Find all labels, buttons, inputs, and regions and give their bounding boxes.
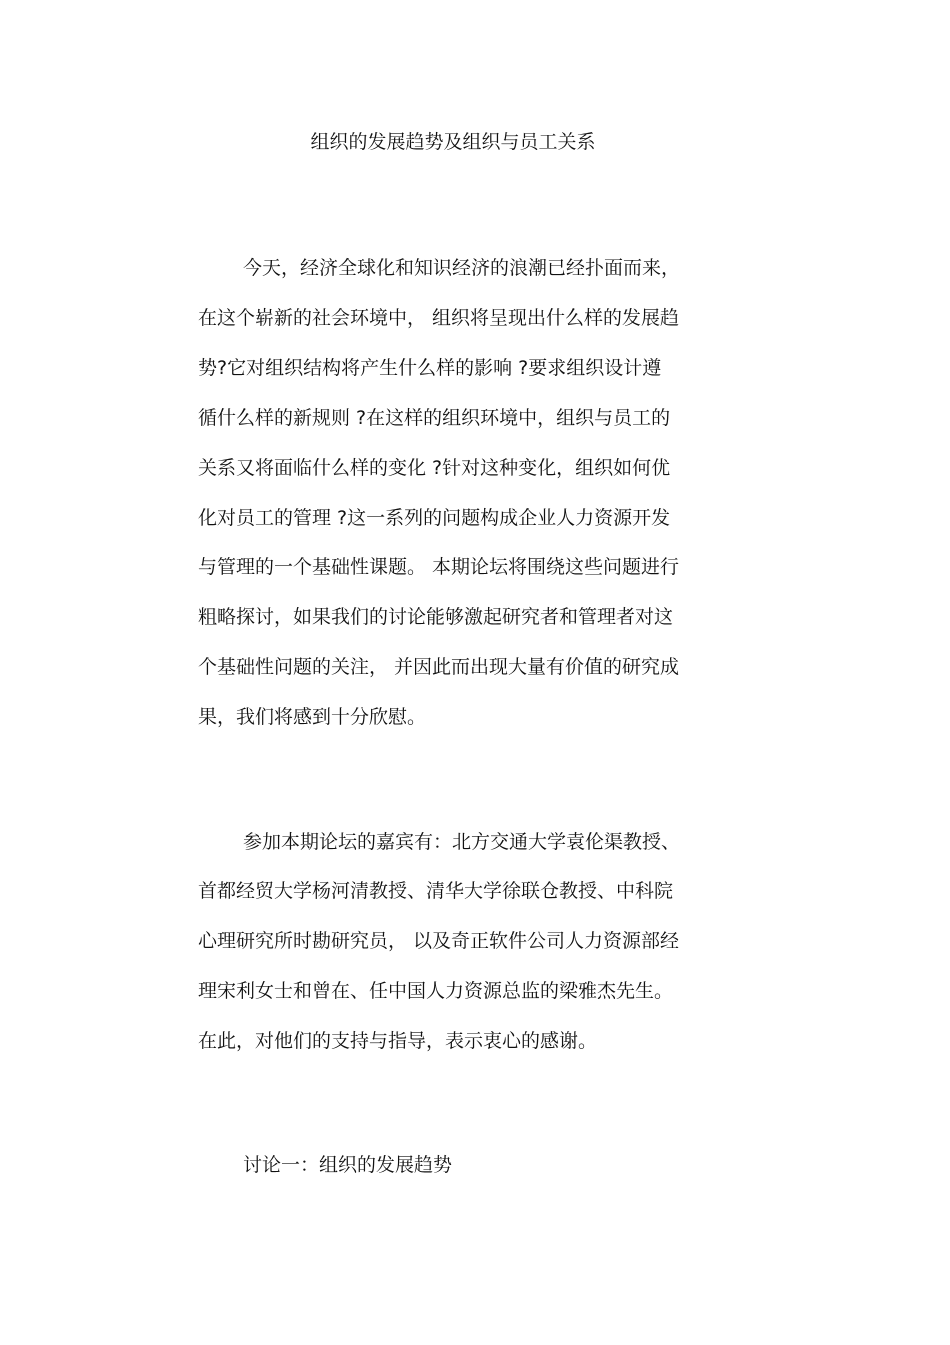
- paragraph-2-line-3: 心理研究所时勘研究员， 以及奇正软件公司人力资源部经: [198, 930, 680, 952]
- paragraph-2-line-4: 理宋利女士和曾在、任中国人力资源总监的梁雅杰先生。: [198, 980, 674, 1002]
- paragraph-1-line-6: 化对员工的管理 ?这一系列的问题构成企业人力资源开发: [198, 507, 671, 529]
- paragraph-1-line-9: 个基础性问题的关注， 并因此而出现大量有价值的研究成: [198, 656, 680, 678]
- document-title: 组织的发展趋势及组织与员工关系: [310, 131, 596, 153]
- section-heading: 讨论一：组织的发展趋势: [243, 1154, 453, 1176]
- paragraph-1-line-3: 势?它对组织结构将产生什么样的影响 ?要求组织设计遵: [198, 357, 662, 379]
- paragraph-1-line-10: 果，我们将感到十分欣慰。: [198, 706, 427, 728]
- paragraph-2-line-1: 参加本期论坛的嘉宾有：北方交通大学袁伦渠教授、: [243, 831, 681, 853]
- paragraph-2-line-5: 在此，对他们的支持与指导，表示衷心的感谢。: [198, 1030, 598, 1052]
- paragraph-1-line-4: 循什么样的新规则 ?在这样的组织环境中，组织与员工的: [198, 407, 671, 429]
- paragraph-1-line-2: 在这个崭新的社会环境中， 组织将呈现出什么样的发展趋: [198, 307, 680, 329]
- paragraph-2-line-2: 首都经贸大学杨河清教授、清华大学徐联仓教授、中科院: [198, 880, 674, 902]
- paragraph-1-line-1: 今天，经济全球化和知识经济的浪潮已经扑面而来，: [243, 257, 681, 279]
- paragraph-1-line-7: 与管理的一个基础性课题。 本期论坛将围绕这些问题进行: [198, 556, 680, 578]
- paragraph-1-line-8: 粗略探讨，如果我们的讨论能够激起研究者和管理者对这: [198, 606, 674, 628]
- paragraph-1-line-5: 关系又将面临什么样的变化 ?针对这种变化，组织如何优: [198, 457, 671, 479]
